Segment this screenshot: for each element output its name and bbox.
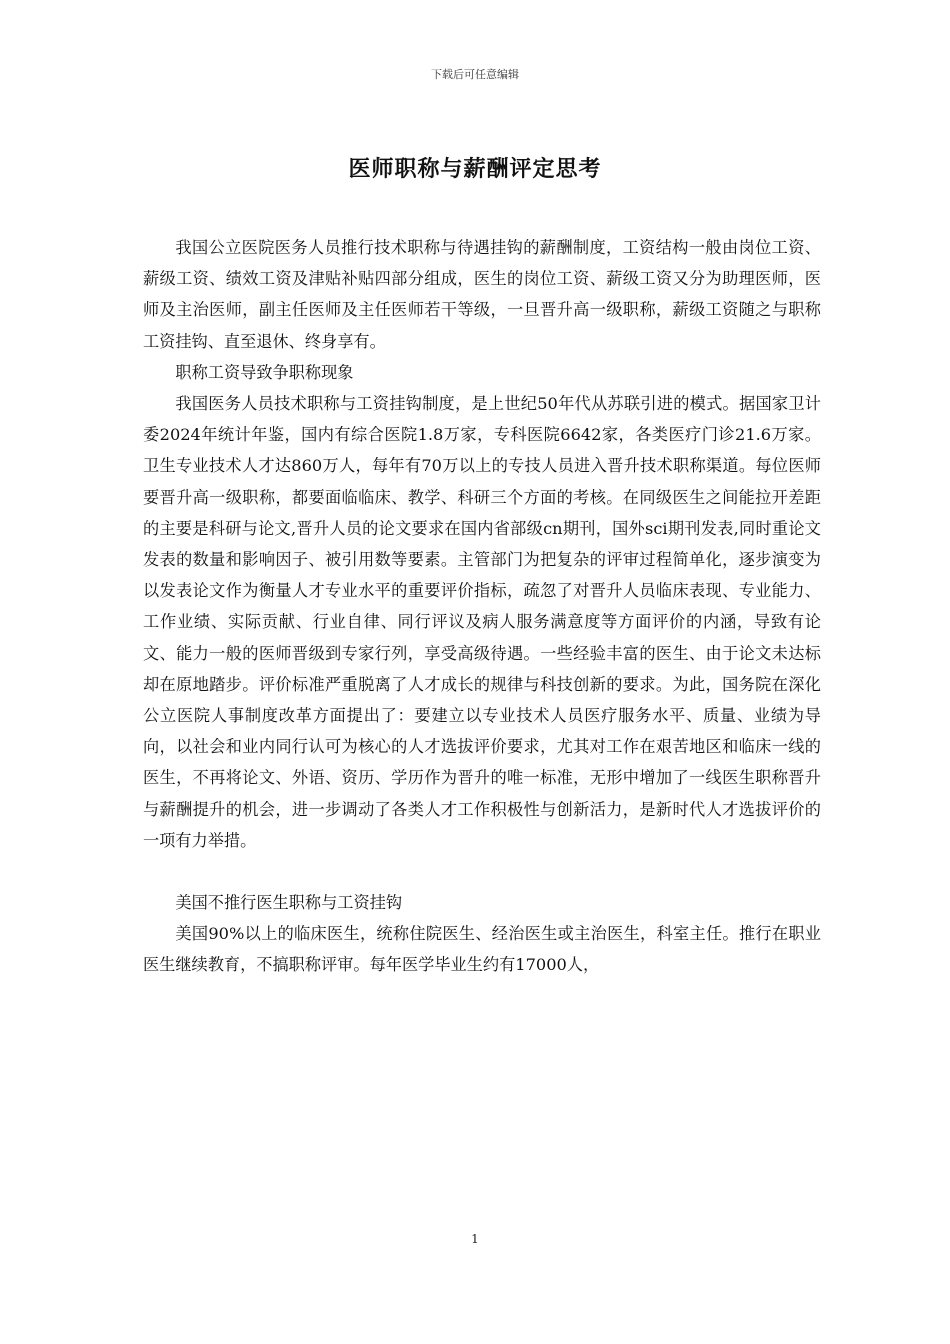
section-heading-title-salary: 职称工资导致争职称现象 (175, 362, 354, 382)
paragraph-china-system: 我国医务人员技术职称与工资挂钩制度，是上世纪50年代从苏联引进的模式。据国家卫计委2024年统计年鉴，国内有综合医院1.8万家，专科医院6642家，各类医疗门诊21.6万家。卫生专业技术人才达860万人，每年有70万以上的专技人员进入晋升技术职称渠道。每位医师要晋升高一级职称，都要面临临床、教学、科研三个方面的考核。在同级医生之间能拉开差距的主要是科研与论文,晋升人员的论文要求在国内省部级cn期刊，国外sci期刊发表,同时重论文发表的数量和影响因子、被引用数等要素。主管部门为把复杂的评审过程简单化，逐步演变为以发表论文作为衡量人才专业水平的重要评价指标，疏忽了对晋升人员临床表现、专业能力、工作业绩、实际贡献、行业自律、同行评议及病人服务满意度等方面评价的内涵，导致有论文、能力一般的医师晋级到专家行列，享受高级待遇。一些经验丰富的医生、由于论文未达标却在原地踏步。评价标准严重脱离了人才成长的规律与科技创新的要求。为此，国务院在深化公立医院人事制度改革方面提出了：要建立以专业技术人员医疗服务水平、质量、业绩为导向，以社会和业内同行认可为核心的人才选拔评价要求，尤其对工作在艰苦地区和临床一线的医生，不再将论文、外语、资历、学历作为晋升的唯一标准，无形中增加了一线医生职称晋升与薪酬提升的机会，进一步调动了各类人才工作积极性与创新活力，是新时代人才选拔评价的一项有力举措。 (143, 394, 821, 850)
header-note: 下载后可任意编辑 (431, 68, 519, 81)
paragraph-spacer (143, 856, 821, 887)
document-body (143, 232, 821, 981)
paragraph-usa: 美国90%以上的临床医生，统称住院医生、经治医生或主治医生，科室主任。推行在职业医生继续教育，不搞职称评审。每年医学毕业生约有17000人， (143, 924, 821, 975)
paragraph-intro: 我国公立医院医务人员推行技术职称与待遇挂钩的薪酬制度，工资结构一般由岗位工资、薪级工资、绩效工资及津贴补贴四部分组成，医生的岗位工资、薪级工资又分为助理医师，医师及主治医师，副主任医师及主任医师若干等级，一旦晋升高一级职称，薪级工资随之与职称工资挂钩、直至退休、终身享有。 (143, 238, 821, 351)
page-number: 1 (471, 1232, 479, 1246)
section-heading-usa: 美国不推行医生职称与工资挂钩 (175, 893, 403, 913)
document-title: 医师职称与薪酬评定思考 (348, 156, 602, 182)
